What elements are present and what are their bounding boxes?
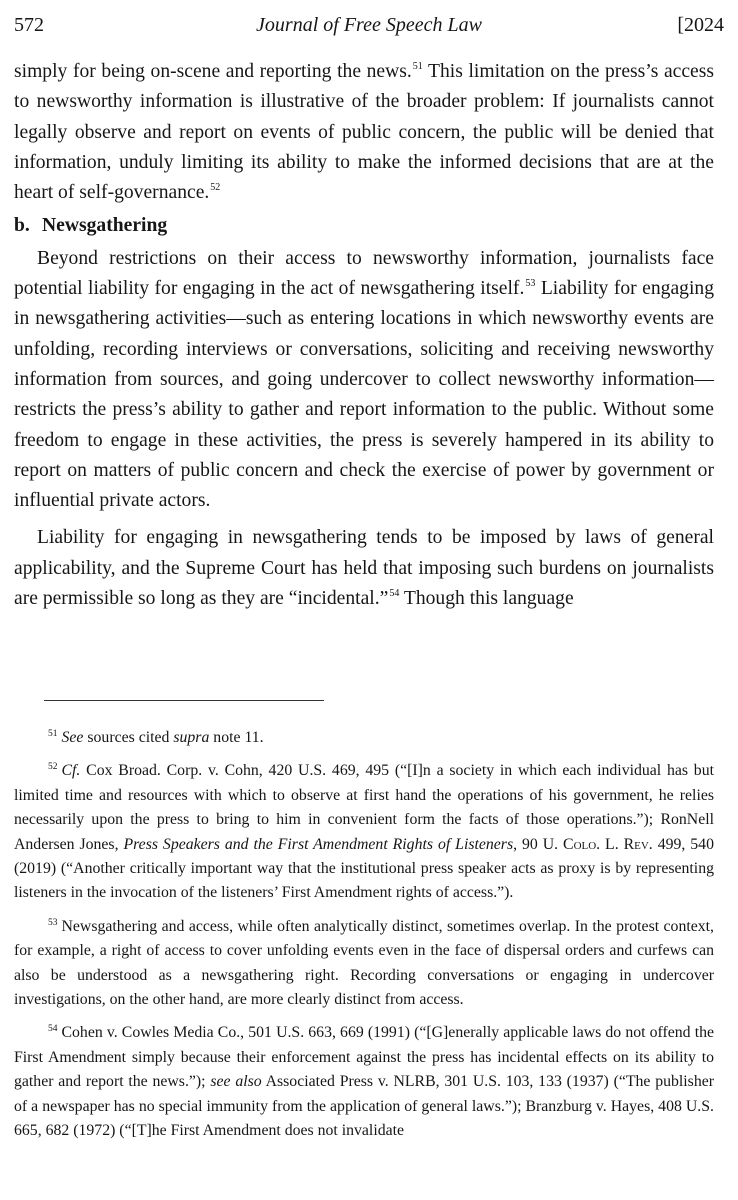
footnote-ref-53[interactable]: 53 xyxy=(525,278,536,290)
footnote-number: 53 xyxy=(48,917,58,928)
main-text xyxy=(14,57,714,614)
footnote-number: 52 xyxy=(48,762,58,773)
footnote-51: $^{51}$ See sources cited supra note 11. xyxy=(48,729,264,746)
volume-year: [2024 xyxy=(677,14,724,36)
paragraph-continuation: simply for being on-scene and reporting the news.$^{51}$ This limitation on the press’s access to newsworthy information is illustrative of the broader problem: If journalists cannot legally observe and report on events of public concern, the public will be denied that information, unduly limiting its ability to make the informed decisions that are at the heart of self-governance.$^{52}$ xyxy=(14,61,714,204)
footnote-number: 51 xyxy=(48,729,58,739)
journal-title: Journal of Free Speech Law xyxy=(256,14,482,36)
footnote-number: 54 xyxy=(48,1024,58,1035)
section-subheading xyxy=(14,211,714,241)
footnote-separator xyxy=(44,700,324,701)
paragraph-liability: Liability for engaging in newsgathering tends to be imposed by laws of general applicability, and the Supreme Court has held that imposing such burdens on journalists are permissible so long as they are “incidental.”$^{54}$ Though this language xyxy=(14,527,714,610)
footnote-ref-51[interactable]: 51 xyxy=(412,61,423,72)
footnote-ref-52[interactable]: 52 xyxy=(210,182,221,194)
page-number: 572 xyxy=(14,14,44,36)
footnote-53: $^{53}$ Newsgathering and access, while often analytically distinct, sometimes overlap. In the protest context, for example, a right of access to cover unfolding events even in the face of dispersal orders and curfews can also be understood as a newsgathering right. Recording conversations or engaging in undercover investigations, on the other hand, are more clearly distinct from access. xyxy=(14,917,714,1009)
footnote-52: $^{52}$ Cf. Cox Broad. Corp. v. Cohn, 420 U.S. 469, 495 (“[I]n a society in which each individual has but limited time and resources with which to observe at first hand the operations of his government, he relies necessarily upon the press to bring to him in convenient form the facts of those operations.”); RonNell Andersen Jones, Press Speakers and the First Amendment Rights of Listeners, 90 U. Colo. L. Rev. 499, 540 (2019) (“Another critically important way that the institutional press speaker acts as proxy is by representing listeners in the invocation of the listeners’ First Amendment rights of access.”). xyxy=(14,762,714,902)
running-header xyxy=(14,10,724,40)
subheading-text: Newsgathering xyxy=(42,215,168,237)
paragraph-newsgathering: Beyond restrictions on their access to newsworthy information, journalists face potential liability for engaging in the act of newsgathering itself.$^{53}$ Liability for engaging in newsgathering activities—such as entering locations in which newsworthy events are unfolding, recording interviews or conversations, soliciting and receiving newsworthy information from sources, and going undercover to collect newsworthy information—restricts the press’s ability to gather and report information to the public. Without some freedom to engage in these activities, the press is severely hampered in its ability to report on matters of public concern and check the exercise of power by government or influential private actors. xyxy=(14,247,714,512)
subheading-label: b. xyxy=(14,215,30,237)
footnote-54: $^{54}$ Cohen v. Cowles Media Co., 501 U.S. 663, 669 (1991) (“[G]enerally applicable laws do not offend the First Amendment simply because their enforcement against the press has incidental effects on its ability to gather and report the news.”); see also Associated Press v. NLRB, 301 U.S. 103, 133 (1937) (“The publisher of a newspaper has no special immunity from the application of general laws.”); Branzburg v. Hayes, 408 U.S. 665, 682 (1972) (“[T]he First Amendment does not invalidate xyxy=(14,1024,715,1140)
footnote-ref-54[interactable]: 54 xyxy=(389,588,400,600)
footnotes xyxy=(14,726,714,1153)
